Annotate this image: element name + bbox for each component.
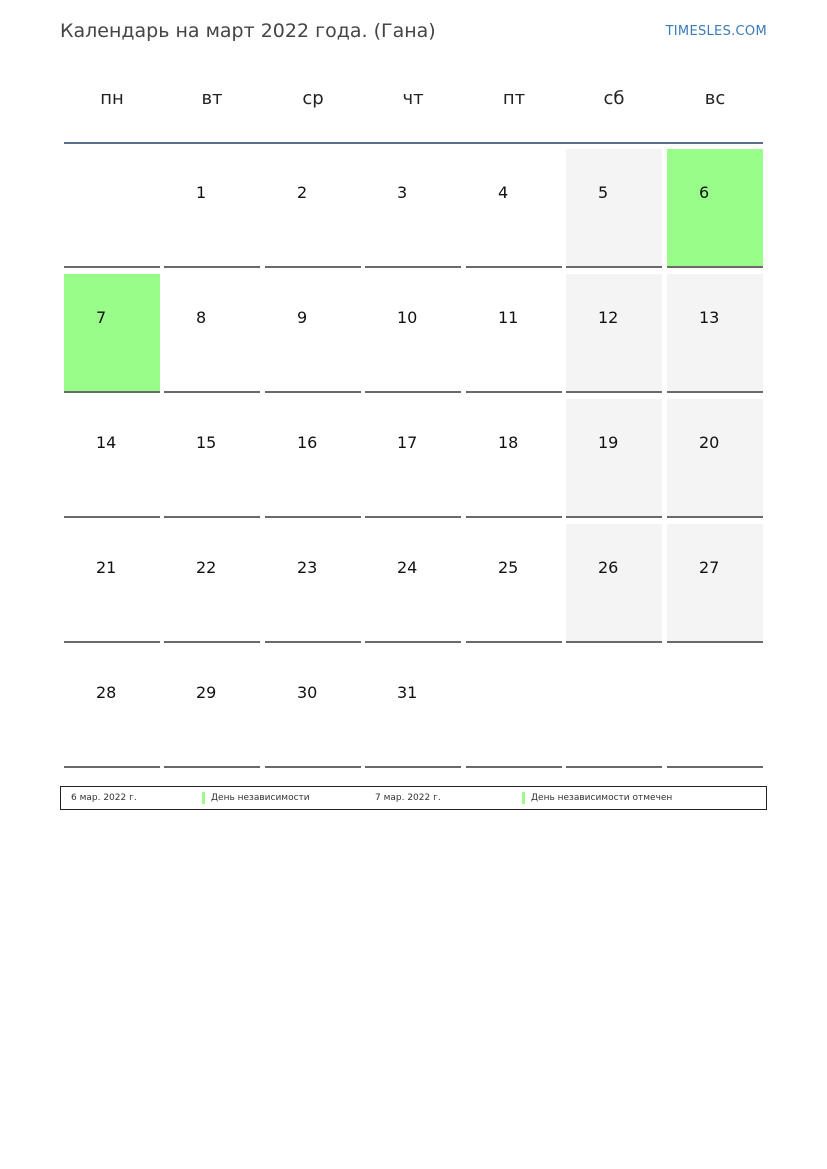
calendar-day-cell [365, 524, 461, 643]
day-number: 6 [699, 183, 710, 202]
weekday-header-row [64, 88, 763, 120]
calendar-day-cell [466, 399, 562, 518]
calendar-day-cell [667, 399, 763, 518]
calendar-day-cell [164, 649, 260, 768]
holiday-legend [60, 786, 767, 810]
day-number: 3 [397, 183, 408, 202]
calendar-day-cell [64, 399, 160, 518]
day-number: 18 [498, 433, 519, 452]
day-number: 25 [498, 558, 519, 577]
day-number: 16 [297, 433, 318, 452]
calendar-day-cell [365, 649, 461, 768]
day-number: 13 [699, 308, 720, 327]
day-number: 4 [498, 183, 509, 202]
calendar-day-cell [64, 274, 160, 393]
calendar-day-cell [566, 399, 662, 518]
day-number: 10 [397, 308, 418, 327]
calendar-day-cell [265, 649, 361, 768]
calendar-day-cell [164, 399, 260, 518]
header-divider [64, 142, 763, 144]
day-number: 17 [397, 433, 418, 452]
weekday-fri: пт [502, 88, 526, 109]
day-number: 22 [196, 558, 217, 577]
calendar-day-cell [365, 149, 461, 268]
day-number: 9 [297, 308, 308, 327]
day-number: 8 [196, 308, 207, 327]
day-number: 30 [297, 683, 318, 702]
day-number: 15 [196, 433, 217, 452]
day-number: 7 [96, 308, 107, 327]
calendar-day-cell [265, 149, 361, 268]
day-number: 29 [196, 683, 217, 702]
weekday-mon: пн [100, 88, 124, 109]
weekday-wed: ср [302, 88, 324, 109]
legend-color-swatch [202, 792, 205, 804]
calendar-day-cell [64, 649, 160, 768]
calendar-day-cell [667, 149, 763, 268]
calendar-day-cell [265, 524, 361, 643]
calendar-day-cell [466, 524, 562, 643]
page-title: Календарь на март 2022 года. (Гана) [60, 20, 436, 42]
legend-date: 6 мар. 2022 г. [71, 793, 137, 803]
calendar-day-cell [566, 274, 662, 393]
calendar-day-cell [566, 524, 662, 643]
calendar-day-cell [265, 274, 361, 393]
day-number: 1 [196, 183, 207, 202]
brand-link[interactable]: TIMESLES.COM [665, 24, 767, 39]
day-number: 20 [699, 433, 720, 452]
calendar-day-cell [365, 399, 461, 518]
day-number: 27 [699, 558, 720, 577]
day-number: 26 [598, 558, 619, 577]
legend-holiday-name: День независимости [211, 793, 310, 803]
day-number: 5 [598, 183, 609, 202]
day-number: 23 [297, 558, 318, 577]
calendar-day-cell [265, 399, 361, 518]
day-number: 28 [96, 683, 117, 702]
legend-holiday-name: День независимости отмечен [531, 793, 673, 803]
calendar-day-cell [466, 274, 562, 393]
legend-color-swatch [522, 792, 525, 804]
day-number: 14 [96, 433, 117, 452]
calendar-day-cell [566, 649, 662, 768]
day-number: 21 [96, 558, 117, 577]
day-number: 19 [598, 433, 619, 452]
day-number: 24 [397, 558, 418, 577]
day-number: 2 [297, 183, 308, 202]
calendar-day-cell [64, 149, 160, 268]
calendar-day-cell [365, 274, 461, 393]
weekday-sun: вс [704, 88, 726, 109]
calendar-day-cell [466, 649, 562, 768]
calendar-day-cell [667, 274, 763, 393]
calendar-day-cell [164, 524, 260, 643]
calendar-day-cell [667, 524, 763, 643]
calendar-day-cell [667, 649, 763, 768]
calendar-day-cell [466, 149, 562, 268]
calendar-day-cell [566, 149, 662, 268]
weekday-thu: чт [402, 88, 424, 109]
day-number: 12 [598, 308, 619, 327]
legend-date: 7 мар. 2022 г. [375, 793, 441, 803]
calendar-day-cell [164, 274, 260, 393]
day-number: 11 [498, 308, 519, 327]
calendar-day-cell [164, 149, 260, 268]
calendar-day-cell [64, 524, 160, 643]
weekday-sat: сб [603, 88, 625, 109]
day-number: 31 [397, 683, 418, 702]
weekday-tue: вт [201, 88, 223, 109]
